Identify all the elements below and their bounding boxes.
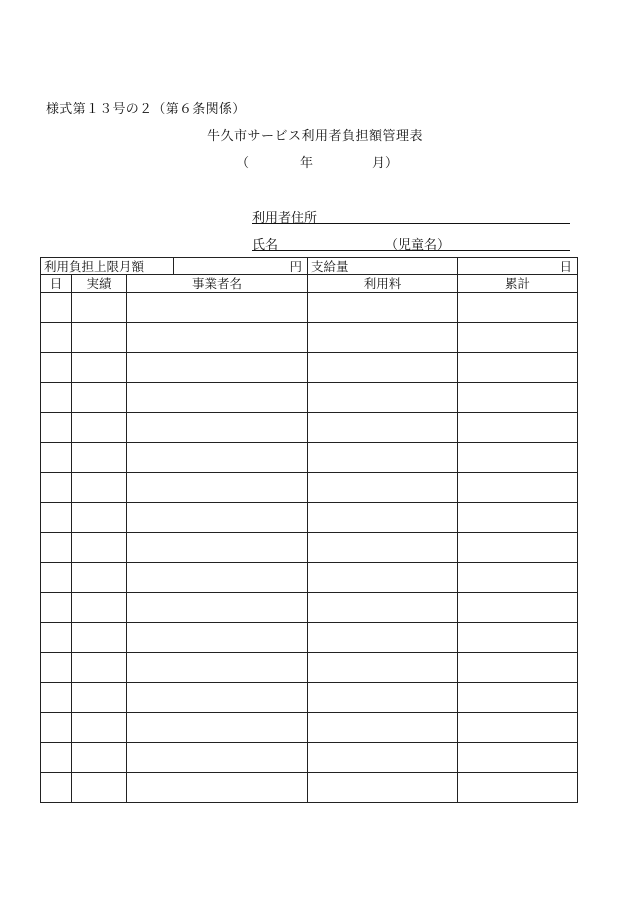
table-row [41, 353, 578, 383]
fee-cell[interactable] [308, 683, 458, 713]
fee-cell[interactable] [308, 293, 458, 323]
table-row [41, 323, 578, 353]
table-row [41, 563, 578, 593]
provider-cell[interactable] [127, 503, 308, 533]
column-header-provider: 事業者名 [127, 275, 308, 293]
cumulative-cell[interactable] [458, 773, 578, 803]
table-row [41, 413, 578, 443]
day-cell[interactable] [41, 473, 72, 503]
table-row [41, 473, 578, 503]
table-row [41, 383, 578, 413]
cumulative-cell[interactable] [458, 533, 578, 563]
day-cell[interactable] [41, 293, 72, 323]
fee-cell[interactable] [308, 713, 458, 743]
provider-cell[interactable] [127, 383, 308, 413]
provider-cell[interactable] [127, 773, 308, 803]
provider-cell[interactable] [127, 413, 308, 443]
supply-label: 支給量 [308, 258, 458, 275]
limit-amount-cell[interactable] [174, 258, 308, 275]
provider-cell[interactable] [127, 593, 308, 623]
table-row [41, 293, 578, 323]
user-name-label: 氏名 [252, 238, 279, 253]
period-month-label: 月） [372, 156, 399, 171]
provider-cell[interactable] [127, 443, 308, 473]
table-row [41, 713, 578, 743]
cumulative-cell[interactable] [458, 683, 578, 713]
provider-cell[interactable] [127, 293, 308, 323]
provider-cell[interactable] [127, 653, 308, 683]
provider-cell[interactable] [127, 323, 308, 353]
period-year-label: 年 [300, 156, 314, 171]
day-cell[interactable] [41, 383, 72, 413]
fee-cell[interactable] [308, 623, 458, 653]
cumulative-cell[interactable] [458, 563, 578, 593]
result-cell[interactable] [72, 323, 127, 353]
table-row [41, 743, 578, 773]
day-cell[interactable] [41, 563, 72, 593]
provider-cell[interactable] [127, 473, 308, 503]
burden-management-table [40, 257, 578, 803]
table-row [41, 653, 578, 683]
cumulative-cell[interactable] [458, 413, 578, 443]
cumulative-cell[interactable] [458, 713, 578, 743]
provider-cell[interactable] [127, 743, 308, 773]
provider-cell[interactable] [127, 713, 308, 743]
child-name-label: （児童名） [385, 238, 451, 253]
fee-cell[interactable] [308, 443, 458, 473]
table-row [41, 533, 578, 563]
result-cell[interactable] [72, 623, 127, 653]
cumulative-cell[interactable] [458, 653, 578, 683]
table-row [41, 443, 578, 473]
form-number: 様式第１３号の２（第６条関係） [46, 102, 246, 117]
fee-cell[interactable] [308, 593, 458, 623]
cumulative-cell[interactable] [458, 593, 578, 623]
cumulative-cell[interactable] [458, 503, 578, 533]
result-cell[interactable] [72, 713, 127, 743]
day-cell[interactable] [41, 773, 72, 803]
result-cell[interactable] [72, 503, 127, 533]
period-open-paren: （ [236, 156, 250, 171]
table-row [41, 593, 578, 623]
provider-cell[interactable] [127, 353, 308, 383]
fee-cell[interactable] [308, 473, 458, 503]
summary-row [41, 258, 578, 275]
table-row [41, 503, 578, 533]
day-cell[interactable] [41, 743, 72, 773]
fee-cell[interactable] [308, 563, 458, 593]
column-header-cumulative: 累計 [458, 275, 578, 293]
cumulative-cell[interactable] [458, 743, 578, 773]
day-cell[interactable] [41, 713, 72, 743]
fee-cell[interactable] [308, 323, 458, 353]
provider-cell[interactable] [127, 623, 308, 653]
day-cell[interactable] [41, 503, 72, 533]
provider-cell[interactable] [127, 533, 308, 563]
page-title: 牛久市サービス利用者負担額管理表 [206, 129, 423, 144]
day-cell[interactable] [41, 653, 72, 683]
fee-cell[interactable] [308, 533, 458, 563]
fee-cell[interactable] [308, 413, 458, 443]
day-cell[interactable] [41, 623, 72, 653]
result-cell[interactable] [72, 443, 127, 473]
table-row [41, 683, 578, 713]
table-row [41, 773, 578, 803]
user-address-label: 利用者住所 [252, 211, 318, 226]
result-cell[interactable] [72, 473, 127, 503]
day-cell[interactable] [41, 533, 72, 563]
limit-unit: 円 [289, 258, 302, 274]
cumulative-cell[interactable] [458, 443, 578, 473]
user-address-line[interactable] [252, 223, 570, 224]
cumulative-cell[interactable] [458, 623, 578, 653]
fee-cell[interactable] [308, 653, 458, 683]
provider-cell[interactable] [127, 563, 308, 593]
result-cell[interactable] [72, 743, 127, 773]
result-cell[interactable] [72, 383, 127, 413]
supply-amount-cell[interactable] [458, 258, 578, 275]
result-cell[interactable] [72, 653, 127, 683]
result-cell[interactable] [72, 413, 127, 443]
result-cell[interactable] [72, 533, 127, 563]
result-cell[interactable] [72, 563, 127, 593]
result-cell[interactable] [72, 773, 127, 803]
day-cell[interactable] [41, 443, 72, 473]
day-cell[interactable] [41, 323, 72, 353]
cumulative-cell[interactable] [458, 383, 578, 413]
day-cell[interactable] [41, 353, 72, 383]
fee-cell[interactable] [308, 353, 458, 383]
result-cell[interactable] [72, 353, 127, 383]
fee-cell[interactable] [308, 743, 458, 773]
fee-cell[interactable] [308, 773, 458, 803]
day-cell[interactable] [41, 683, 72, 713]
column-header-day: 日 [41, 275, 72, 293]
fee-cell[interactable] [308, 383, 458, 413]
user-name-line[interactable] [252, 250, 570, 251]
provider-cell[interactable] [127, 683, 308, 713]
result-cell[interactable] [72, 293, 127, 323]
cumulative-cell[interactable] [458, 353, 578, 383]
cumulative-cell[interactable] [458, 293, 578, 323]
day-cell[interactable] [41, 593, 72, 623]
column-header-result: 実績 [72, 275, 127, 293]
header-row [41, 275, 578, 293]
day-cell[interactable] [41, 413, 72, 443]
table-row [41, 623, 578, 653]
result-cell[interactable] [72, 683, 127, 713]
supply-unit: 日 [559, 258, 573, 274]
result-cell[interactable] [72, 593, 127, 623]
limit-label: 利用負担上限月額 [41, 258, 174, 275]
cumulative-cell[interactable] [458, 323, 578, 353]
fee-cell[interactable] [308, 503, 458, 533]
table-body [41, 293, 578, 803]
cumulative-cell[interactable] [458, 473, 578, 503]
column-header-fee: 利用料 [308, 275, 458, 293]
